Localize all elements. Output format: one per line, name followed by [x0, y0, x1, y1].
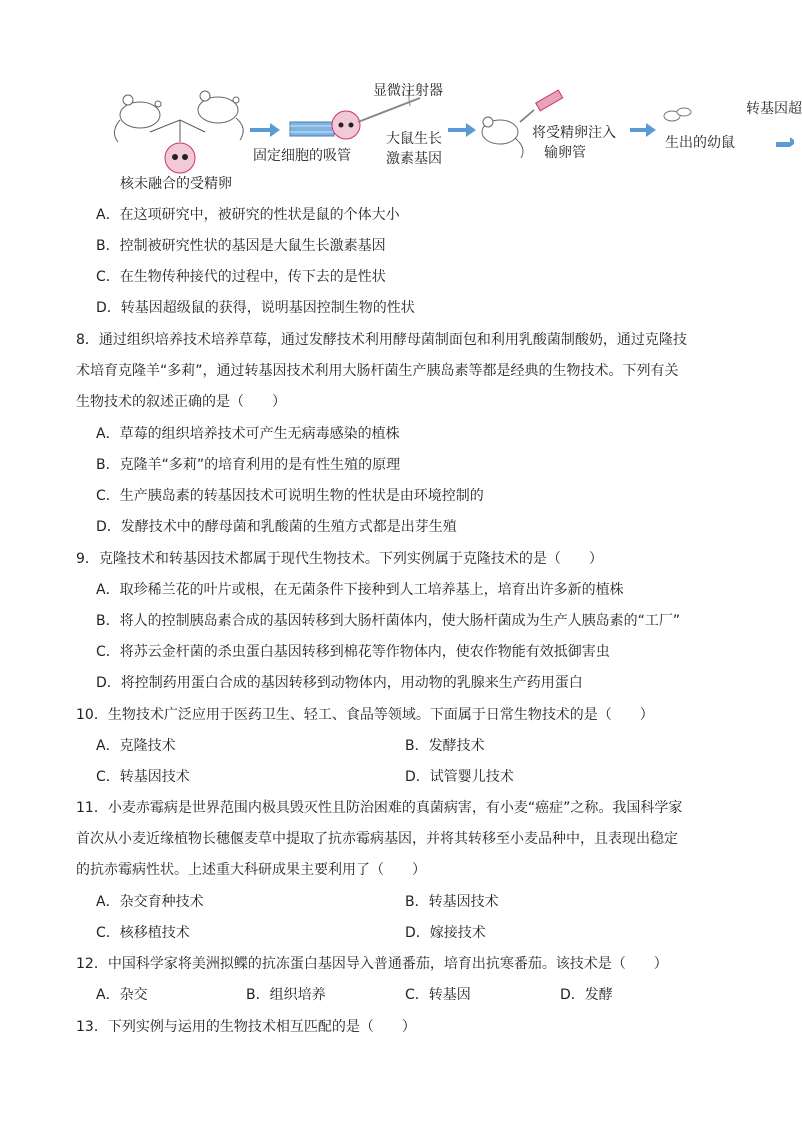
q10-option-a: A．克隆技术: [96, 738, 176, 754]
gene-label-line1: 大鼠生长: [386, 131, 442, 147]
q8-option-a: A．草莓的组织培养技术可产生无病毒感染的植株: [96, 426, 400, 442]
flow-arrow-icon: [448, 123, 476, 137]
fertilized-egg-icon: [165, 143, 195, 173]
q9-option-b: B．将人的控制胰岛素合成的基因转移到大肠杆菌体内，使大肠杆菌成为生产人胰岛素的“工厂”: [96, 613, 681, 629]
parent-mice-icon: [114, 91, 243, 142]
inject-label-line2: 输卵管: [544, 145, 586, 161]
q7-option-a: A．在这项研究中，被研究的性状是鼠的个体大小: [96, 207, 400, 223]
q10-option-b: B．发酵技术: [405, 738, 485, 754]
q9-option-d: D．将控制药用蛋白合成的基因转移到动物体内，用动物的乳腺来生产药用蛋白: [96, 675, 583, 691]
microinjector-label: 显微注射器: [373, 83, 443, 99]
q11-option-b: B．转基因技术: [405, 894, 499, 910]
flow-arrow-icon: [630, 123, 656, 137]
holding-pipette-label: 固定细胞的吸管: [253, 148, 351, 164]
q8-option-d: D．发酵技术中的酵母菌和乳酸菌的生殖方式都是出芽生殖: [96, 519, 457, 535]
flow-arrow-icon: [250, 123, 280, 137]
q8-option-b: B．克隆羊“多莉”的培育利用的是有性生殖的原理: [96, 457, 401, 473]
q9-option-c: C．将苏云金杆菌的杀虫蛋白基因转移到棉花等作物体内，使农作物能有效抵御害虫: [96, 644, 610, 660]
holding-pipette-icon: [290, 122, 334, 136]
q7-option-d: D．转基因超级鼠的获得，说明基因控制生物的性状: [96, 300, 415, 316]
q12-option-d: D．发酵: [560, 987, 613, 1003]
recipient-mouse-icon: [482, 117, 523, 158]
transgenic-label: 转基因超: [746, 101, 802, 117]
q11-option-d: D．嫁接技术: [405, 925, 486, 941]
q11-stem-line3: 的抗赤霉病性状。上述重大科研成果主要利用了（ ）: [76, 862, 426, 878]
q12-option-b: B．组织培养: [246, 987, 326, 1003]
q11-stem-line1: 11．小麦赤霉病是世界范围内极具毁灭性且防治困难的真菌病害，有小麦“癌症”之称。我国科学家: [76, 800, 683, 816]
q10-option-c: C．转基因技术: [96, 769, 190, 785]
syringe-icon: [520, 90, 563, 122]
baby-mice-icon: [664, 108, 691, 121]
q11-option-a: A．杂交育种技术: [96, 894, 204, 910]
q13-stem: 13．下列实例与运用的生物技术相互匹配的是（ ）: [76, 1019, 416, 1035]
q11-stem-line2: 首次从小麦近缘植物长穗偃麦草中提取了抗赤霉病基因，并将其转移至小麦品种中，且表现出稳定: [76, 831, 678, 847]
q9-option-a: A．取珍稀兰花的叶片或根，在无菌条件下接种到人工培养基上，培育出许多新的植株: [96, 582, 624, 598]
egg-label: 核未融合的受精卵: [120, 176, 232, 192]
offspring-label: 生出的幼鼠: [665, 135, 735, 151]
gene-label-line2: 激素基因: [386, 151, 442, 167]
q12-stem: 12．中国科学家将美洲拟鲽的抗冻蛋白基因导入普通番茄，培育出抗寒番茄。该技术是（ ）: [76, 956, 668, 972]
microinjector-needle-icon: [358, 98, 420, 122]
transgenic-mouse-diagram: [0, 70, 802, 200]
q8-stem-line2: 术培育克隆羊“多莉”，通过转基因技术利用大肠杆菌生产胰岛素等都是经典的生物技术。下列有关: [76, 363, 679, 379]
q11-option-c: C．核移植技术: [96, 925, 190, 941]
q8-stem-line1: 8．通过组织培养技术培养草莓，通过发酵技术利用酵母菌制面包和利用乳酸菌制酸奶，通过克隆技: [76, 332, 687, 348]
q12-option-c: C．转基因: [405, 987, 471, 1003]
q9-stem: 9．克隆技术和转基因技术都属于现代生物技术。下列实例属于克隆技术的是（ ）: [76, 551, 603, 567]
q8-option-c: C．生产胰岛素的转基因技术可说明生物的性状是由环境控制的: [96, 488, 484, 504]
q8-stem-line3: 生物技术的叙述正确的是（ ）: [76, 394, 286, 410]
q10-option-d: D．试管婴儿技术: [405, 769, 514, 785]
q7-option-b: B．控制被研究性状的基因是大鼠生长激素基因: [96, 238, 386, 254]
q7-option-c: C．在生物传种接代的过程中，传下去的是性状: [96, 269, 386, 285]
q10-stem: 10．生物技术广泛应用于医药卫生、轻工、食品等领域。下面属于日常生物技术的是（ ）: [76, 707, 654, 723]
inject-label-line1: 将受精卵注入: [532, 125, 616, 141]
egg-on-pipette-icon: [332, 111, 360, 139]
flow-arrow-icon: [776, 137, 794, 147]
q12-option-a: A．杂交: [96, 987, 148, 1003]
